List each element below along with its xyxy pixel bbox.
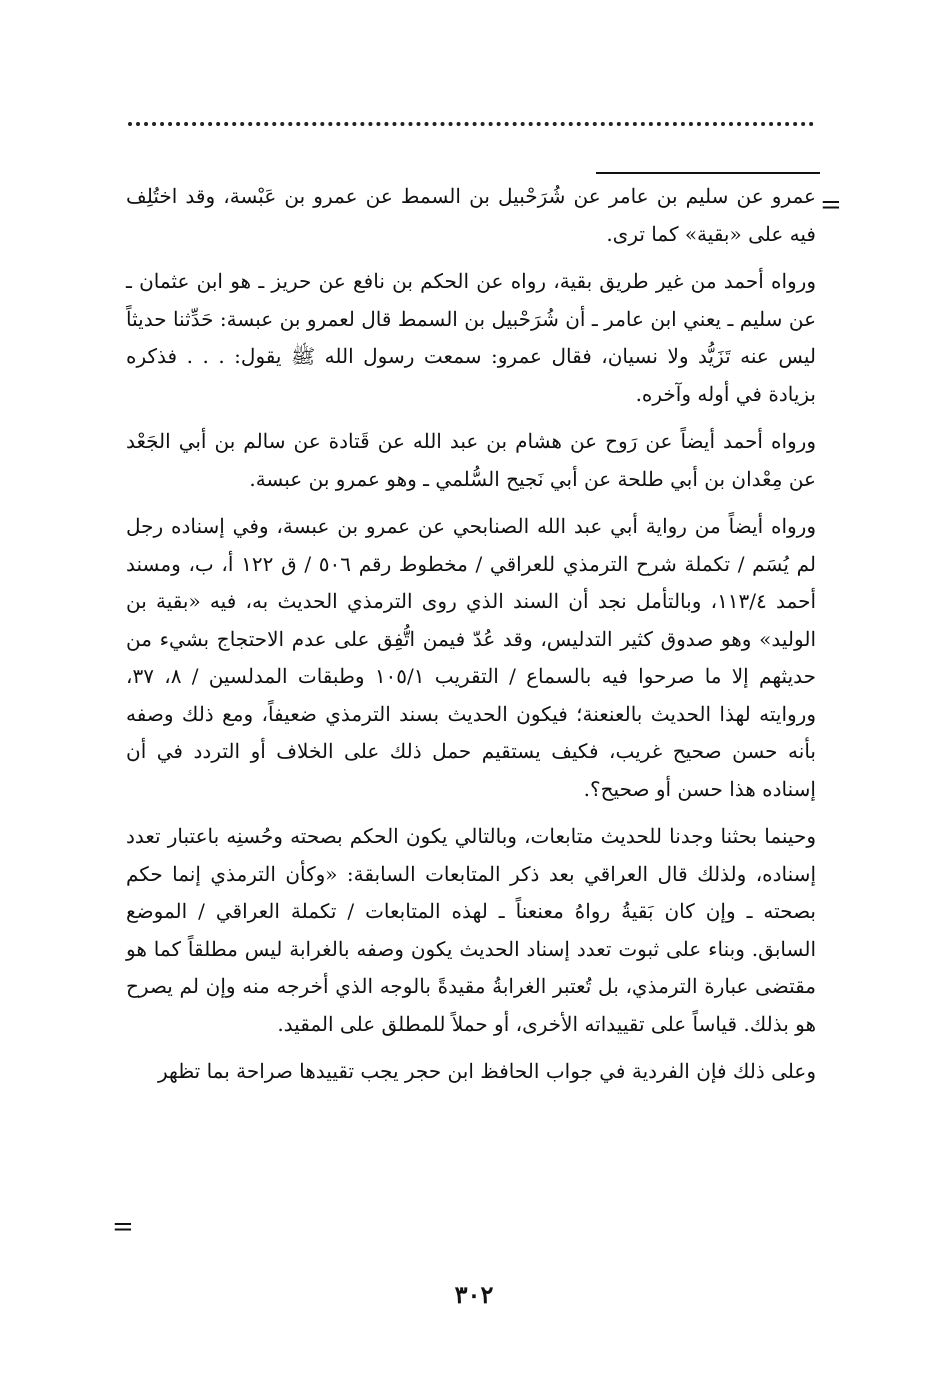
top-dotted-separator <box>128 122 814 126</box>
footnote-paragraph-3: ورواه أحمد أيضاً عن رَوح عن هشام بن عبد الله عن قَتادة عن سالم بن أبي الجَعْد عن مِعْدان بن أبي طلحة عن أبي نَجيح السُّلمي ـ وهو عمرو بن عبسة. <box>126 429 816 491</box>
footnote-paragraph-6: وعلى ذلك فإن الفردية في جواب الحافظ ابن حجر يجب تقييدها صراحة بما تظهر <box>157 1059 816 1083</box>
page-number: ٣٠٢ <box>454 1280 494 1309</box>
footnote-paragraph-1: عمرو عن سليم بن عامر عن شُرَحْبيل بن السمط عن عمرو بن عَبْسة، وقد اختُلِف فيه على «بقية» كما ترى. <box>126 184 816 246</box>
footnote-separator-line <box>596 172 820 174</box>
continuation-mark-top: = <box>820 190 842 220</box>
footnote-paragraph-2: ورواه أحمد من غير طريق بقية، رواه عن الحكم بن نافع عن حريز ـ هو ابن عثمان ـ عن سليم ـ يعني ابن عامر ـ أن شُرَحْبيل بن السمط قال لعمرو بن عبسة: حَدِّثنا حديثاً ليس عنه تَزَيُّد ولا نسيان، فقال عمرو: سمعت رسول الله ﷺ يقول: . . . فذكره بزيادة في أوله وآخره. <box>126 269 816 406</box>
footnote-paragraph-4: ورواه أيضاً من رواية أبي عبد الله الصنابحي عن عمرو بن عبسة، وفي إسناده رجل لم يُسَم / تكملة شرح الترمذي للعراقي / مخطوط رقم ٥٠٦ / ق ١٢٢ أ، ب، ومسند أحمد ١١٣/٤، وبالتأمل نجد أن السند الذي روى الترمذي الحديث به، فيه «بقية بن الوليد» وهو صدوق كثير التدليس، وقد عُدّ فيمن اتُّفِق على عدم الاحتجاج بشيء من حديثهم إلا ما صرحوا فيه بالسماع / التقريب ١٠٥/١ وطبقات المدلسين / ٨، ٣٧، وروايته لهذا الحديث بالعنعنة؛ فيكون الحديث بسند الترمذي ضعيفاً، ومع ذلك وصفه بأنه حسن صحيح غريب، فكيف يستقيم حمل ذلك على الخلاف أو التردد في أن إسناده هذا حسن أو صحيح؟. <box>126 514 816 801</box>
footnote-paragraph-5: وحينما بحثنا وجدنا للحديث متابعات، وبالتالي يكون الحكم بصحته وحُسنِه باعتبار تعدد إسناده، ولذلك قال العراقي بعد ذكر المتابعات السابقة: «وكأن الترمذي إنما حكم بصحته ـ وإن كان بَقيةُ رواهُ معنعناً ـ لهذه المتابعات / تكملة العراقي / الموضع السابق. وبناء على ثبوت تعدد إسناد الحديث يكون وصفه بالغرابة ليس مطلقاً كما هو مقتضى عبارة الترمذي، بل تُعتبر الغرابةُ مقيدةً بالوجه الذي أخرجه منه وإن لم يصرح هو بذلك. قياساً على تقييداته الأخرى، أو حملاً للمطلق على المقيد. <box>126 824 817 1036</box>
footnote-text-body <box>126 178 816 1101</box>
continuation-mark-bottom: = <box>112 1212 134 1242</box>
